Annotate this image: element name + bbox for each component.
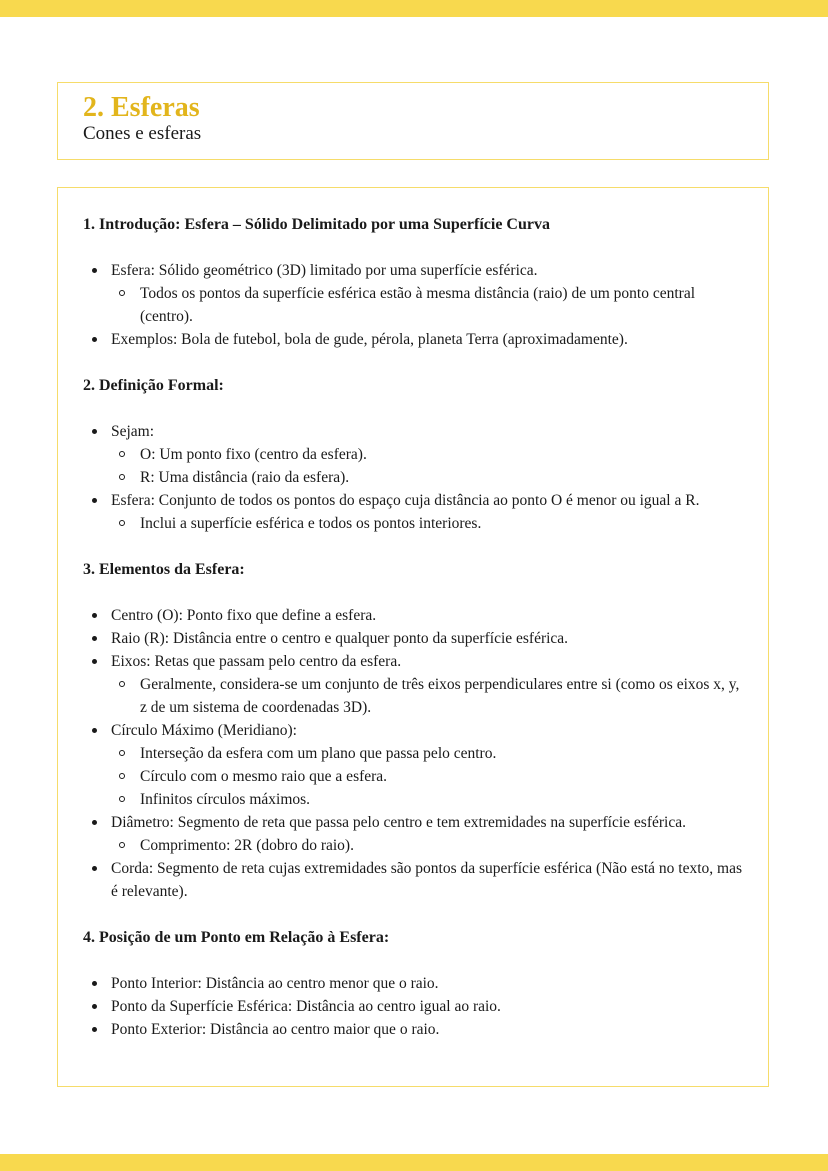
sub-list-item: Infinitos círculos máximos.: [83, 788, 743, 811]
page-title: 2. Esferas: [83, 92, 200, 123]
list-item: Eixos: Retas que passam pelo centro da esfera.: [83, 650, 743, 673]
top-accent-bar: [0, 0, 828, 17]
sub-list-item: Todos os pontos da superfície esférica estão à mesma distância (raio) de um ponto central (centro).: [83, 282, 743, 328]
sub-list-item: O: Um ponto fixo (centro da esfera).: [83, 443, 743, 466]
section-title: 1. Introdução: Esfera – Sólido Delimitado por uma Superfície Curva: [83, 216, 550, 233]
sub-list-item: Inclui a superfície esférica e todos os pontos interiores.: [83, 512, 743, 535]
section-title: 2. Definição Formal:: [83, 377, 224, 394]
sub-list-item: Comprimento: 2R (dobro do raio).: [83, 834, 743, 857]
sub-list-item: Geralmente, considera-se um conjunto de três eixos perpendiculares entre si (como os eixos x, y, z de um sistema de coordenadas 3D).: [83, 673, 743, 719]
content-box: [57, 187, 769, 1087]
list-item: Ponto da Superfície Esférica: Distância ao centro igual ao raio.: [83, 995, 743, 1018]
list-item: Ponto Interior: Distância ao centro menor que o raio.: [83, 972, 743, 995]
bottom-accent-bar: [0, 1154, 828, 1171]
sub-list-item: R: Uma distância (raio da esfera).: [83, 466, 743, 489]
header-box: [57, 82, 769, 160]
list-item: Ponto Exterior: Distância ao centro maior que o raio.: [83, 1018, 743, 1041]
bullet-list: [83, 972, 743, 1041]
list-item: Corda: Segmento de reta cujas extremidades são pontos da superfície esférica (Não está no texto, mas é relevante).: [83, 857, 743, 903]
sub-list-item: Interseção da esfera com um plano que passa pelo centro.: [83, 742, 743, 765]
list-item: Diâmetro: Segmento de reta que passa pelo centro e tem extremidades na superfície esférica.: [83, 811, 743, 834]
list-item: Raio (R): Distância entre o centro e qualquer ponto da superfície esférica.: [83, 627, 743, 650]
list-item: Círculo Máximo (Meridiano):: [83, 719, 743, 742]
bullet-list: [83, 604, 743, 903]
list-item: Esfera: Sólido geométrico (3D) limitado por uma superfície esférica.: [83, 259, 743, 282]
sub-list-item: Círculo com o mesmo raio que a esfera.: [83, 765, 743, 788]
list-item: Sejam:: [83, 420, 743, 443]
bullet-list: [83, 259, 743, 351]
page-subtitle: Cones e esferas: [83, 123, 202, 144]
section-title: 4. Posição de um Ponto em Relação à Esfera:: [83, 929, 390, 946]
section-title: 3. Elementos da Esfera:: [83, 561, 245, 578]
list-item: Centro (O): Ponto fixo que define a esfera.: [83, 604, 743, 627]
list-item: Exemplos: Bola de futebol, bola de gude, pérola, planeta Terra (aproximadamente).: [83, 328, 743, 351]
bullet-list: [83, 420, 743, 535]
list-item: Esfera: Conjunto de todos os pontos do espaço cuja distância ao ponto O é menor ou igual a R.: [83, 489, 743, 512]
